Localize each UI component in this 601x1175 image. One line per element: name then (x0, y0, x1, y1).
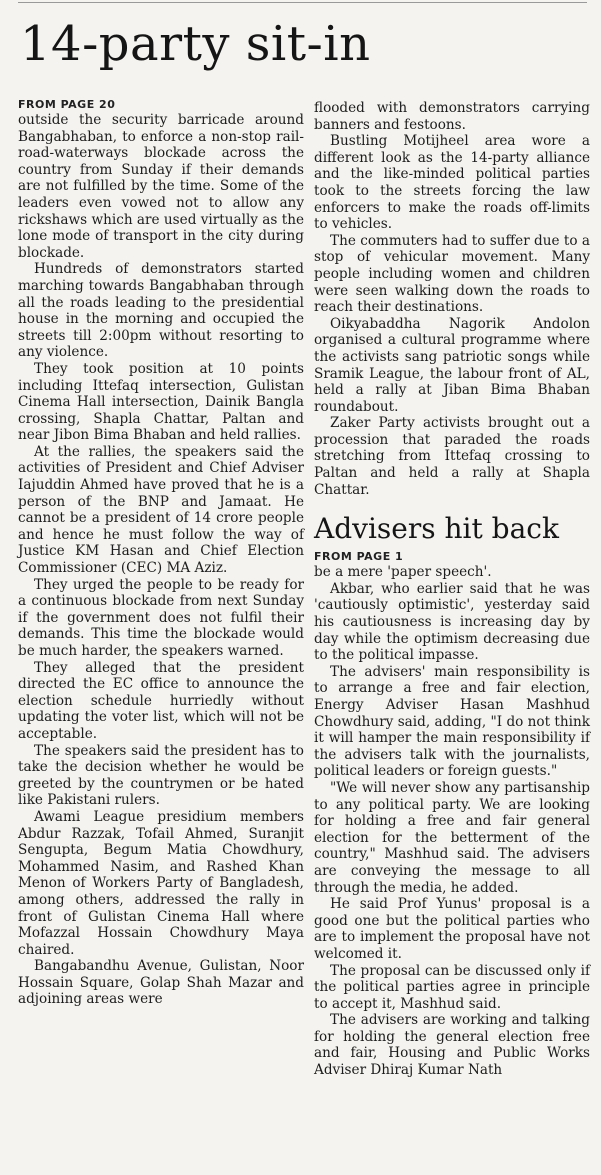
article1-paragraph: Bustling Motijheel area wore a different look as the 14-party alliance and the like-minded political parties took to the streets forcing the law enforcers to make the roads off-limits to vehicles. (314, 133, 590, 233)
article-headline-14-party-sit-in: 14-party sit-in (20, 16, 371, 72)
article1-left-column (18, 98, 304, 1008)
article1-paragraph: Zaker Party activists brought out a procession that paraded the roads stretching from Ittefaq crossing to Paltan and held a rally at Shapla Chattar. (314, 415, 590, 498)
article2-paragraph: be a mere 'paper speech'. (314, 564, 492, 581)
article1-paragraph: Oikyabaddha Nagorik Andolon organised a cultural programme where the activists sang patriotic songs while Sramik League, the labour front of AL, held a rally at Jiban Bima Bhaban roundabout. (314, 315, 590, 415)
article2-paragraph: "We will never show any partisanship to any political party. We are looking for holding a free and fair general election for the betterment of the country," Mashhud said. The advisers are conveying the message to all through the media, he added. (314, 779, 590, 896)
article1-paragraph: They urged the people to be ready for a continuous blockade from next Sunday if the government does not fulfil their demands. This time the blockade would be much harder, the speakers warned. (18, 576, 304, 659)
article2-paragraph: The advisers' main responsibility is to arrange a free and fair election, Energy Adviser Hasan Mashhud Chowdhury said, adding, "I do not think it will hamper the main responsibility if the advisers talk with the journalists, political leaders or foreign guests." (314, 663, 590, 780)
article2-paragraph: The advisers are working and talking for holding the general election free and fair, Housing and Public Works Adviser Dhiraj Kumar Nath (314, 1012, 590, 1079)
article2-paragraph: He said Prof Yunus' proposal is a good one but the political parties who are to implement the proposal have not welcomed it. (314, 896, 590, 962)
article1-paragraph: outside the security barricade around Bangabhaban, to enforce a non-stop rail-road-waterways blockade across the country from Sunday if their demands are not fulfilled by the time. Some of the leaders even vowed not to allow any rickshaws which are used virtually as the lone mode of transport in the city during blockade. (18, 112, 304, 261)
article1-paragraph: The speakers said the president has to take the decision whether he would be greeted by the countrymen or be hated like Pakistani rulers. (18, 742, 304, 809)
article1-paragraph: The commuters had to suffer due to a stop of vehicular movement. Many people including women and children were seen walking down the roads to reach their destinations. (314, 232, 590, 316)
top-rule (18, 2, 587, 3)
article1-paragraph: Awami League presidium members Abdur Razzak, Tofail Ahmed, Suranjit Sengupta, Begum Matia Chowdhury, Mohammed Nasim, and Rashed Khan Menon of Workers Party of Bangladesh, among others, addressed the rally in front of Gulistan Cinema Hall where Mofazzal Hossain Chowdhury Maya chaired. (18, 808, 304, 958)
article2-kicker: FROM PAGE 1 (314, 550, 404, 564)
article-headline-advisers-hit-back: Advisers hit back (314, 512, 559, 546)
article1-paragraph: They alleged that the president directed the EC office to announce the election schedule hurriedly without updating the voter list, which will not be acceptable. (18, 659, 304, 742)
article1-kicker: FROM PAGE 20 (18, 98, 116, 111)
article1-paragraph: Bangabandhu Avenue, Gulistan, Noor Hossain Square, Golap Shah Mazar and adjoining areas were (18, 958, 304, 1008)
article1-paragraph: They took position at 10 points including Ittefaq intersection, Gulistan Cinema Hall intersection, Dainik Bangla crossing, Shapla Chattar, Paltan and near Jibon Bima Bhaban and held rallies. (18, 360, 304, 444)
article2-paragraph: The proposal can be discussed only if the political parties agree in principle to accept it, Mashhud said. (314, 962, 590, 1012)
article1-paragraph: At the rallies, the speakers said the activities of President and Chief Adviser Iajuddin Ahmed have proved that he is a person of the BNP and Jamaat. He cannot be a president of 14 crore people and hence he must follow the way of Justice KM Hasan and Chief Election Commissioner (CEC) MA Aziz. (18, 443, 304, 577)
right-column (314, 100, 590, 1079)
article1-paragraph: flooded with demonstrators carrying banners and festoons. (314, 100, 590, 133)
article2-paragraph: Akbar, who earlier said that he was 'cautiously optimistic', yesterday said his cautiousness is increasing day by day while the optimism decreasing due to the political impasse. (314, 580, 590, 664)
article1-paragraph: Hundreds of demonstrators started marching towards Bangabhaban through all the roads leading to the presidential house in the morning and occupied the streets till 2:00pm without resorting to any violence. (18, 261, 304, 361)
